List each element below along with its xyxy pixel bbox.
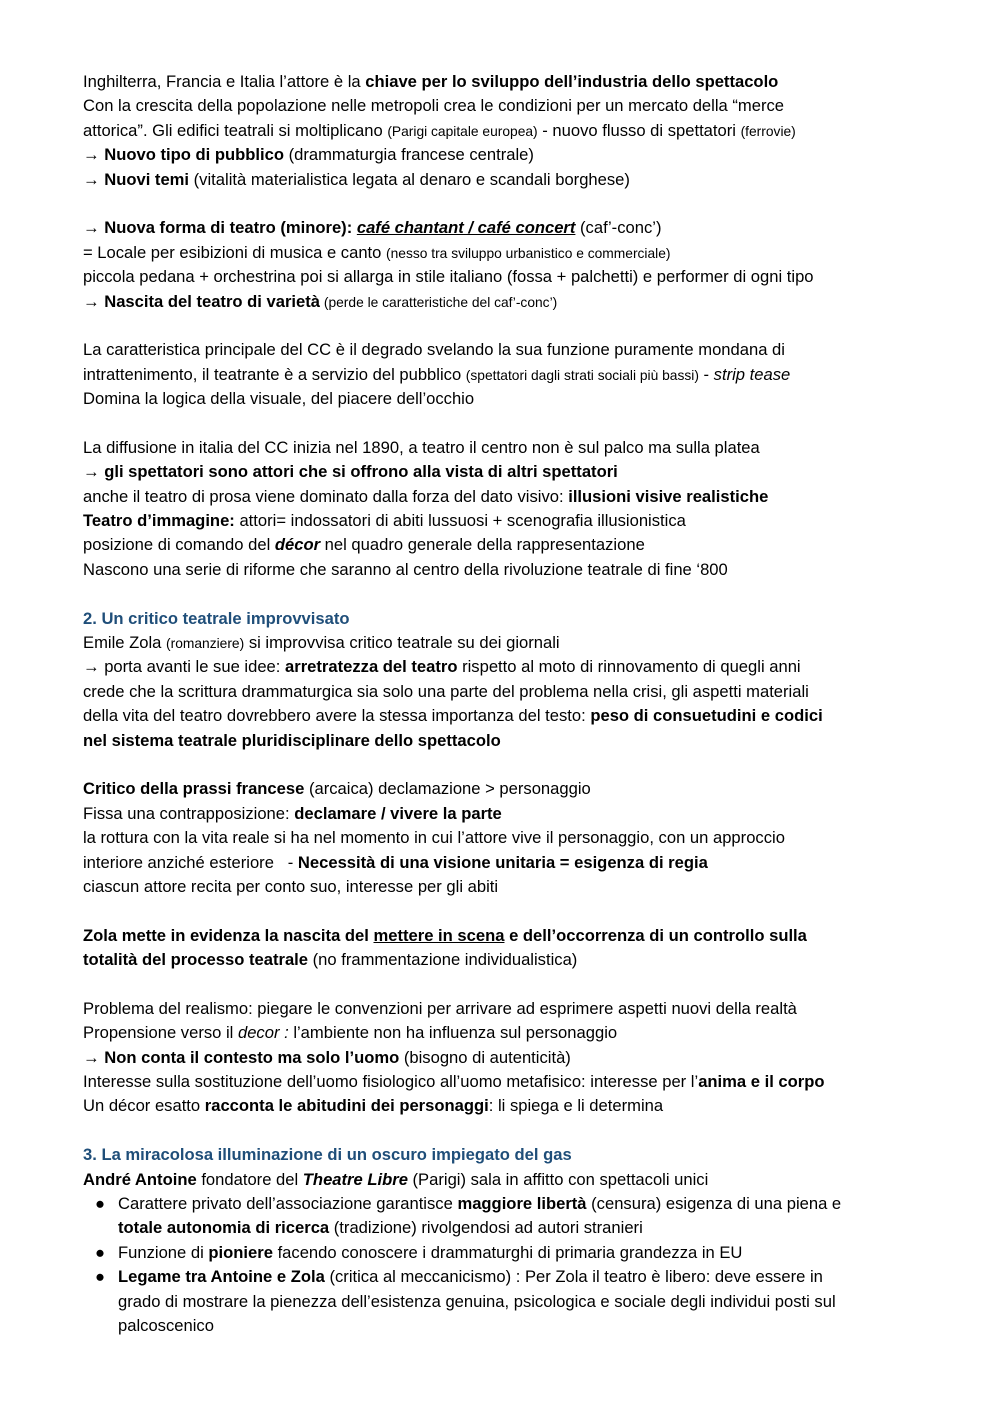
section-heading: 3. La miracolosa illuminazione di un oscuro impiegato del gas [83, 1145, 572, 1165]
text-line: Carattere privato dell’associazione garantisce maggiore libertà (censura) esigenza di una piena e [118, 1193, 842, 1213]
spacer [83, 972, 943, 996]
bullet-icon: ● [95, 1267, 106, 1287]
text-line: Interesse sulla sostituzione dell’uomo fisiologico all’uomo metafisico: interesse per l’anima e il corpo [83, 1072, 825, 1092]
text-line: attorica”. Gli edifici teatrali si moltiplicano (Parigi capitale europea) - nuovo flusso di spettatori (ferrovie) [83, 120, 796, 140]
text-line: Con la crescita della popolazione nelle metropoli crea le condizioni per un mercato della “merce [83, 96, 784, 116]
text-line: ciascun attore recita per conto suo, interesse per gli abiti [83, 876, 499, 896]
text-line: André Antoine fondatore del Theatre Libre (Parigi) sala in affitto con spettacoli unici [83, 1169, 709, 1189]
spacer [83, 899, 943, 923]
text-line: Un décor esatto racconta le abitudini dei personaggi: li spiega e li determina [83, 1096, 664, 1116]
text-line: → porta avanti le sue idee: arretratezza del teatro rispetto al moto di rinnovamento di quegli anni [83, 657, 801, 677]
spacer [83, 411, 943, 435]
text-line: Legame tra Antoine e Zola (critica al meccanicismo) : Per Zola il teatro è libero: deve essere in [118, 1267, 823, 1287]
spacer [83, 753, 943, 777]
text-line: totale autonomia di ricerca (tradizione) rivolgendosi ad autori stranieri [118, 1218, 643, 1238]
text-line: La caratteristica principale del CC è il degrado svelando la sua funzione puramente mondana di [83, 340, 785, 360]
text-line: totalità del processo teatrale (no frammentazione individualistica) [83, 950, 578, 970]
spacer [83, 582, 943, 606]
text-line: → Nascita del teatro di varietà (perde le caratteristiche del caf’-conc’) [83, 291, 558, 311]
text-line: crede che la scrittura drammaturgica sia solo una parte del problema nella crisi, gli aspetti materiali [83, 681, 809, 701]
text-line: → Nuovo tipo di pubblico (drammaturgia francese centrale) [83, 145, 534, 165]
list-item [83, 1192, 943, 1241]
text-line: Propensione verso il decor : l’ambiente non ha influenza sul personaggio [83, 1023, 618, 1043]
document-page [83, 70, 943, 1338]
text-line: Problema del realismo: piegare le convenzioni per arrivare ad esprimere aspetti nuovi della realtà [83, 998, 797, 1018]
spacer [83, 314, 943, 338]
bullet-icon: ● [95, 1242, 106, 1262]
list-item [83, 1265, 943, 1338]
text-line: Inghilterra, Francia e Italia l’attore è la chiave per lo sviluppo dell’industria dello spettacolo [83, 72, 779, 91]
text-line: → Nuovi temi (vitalità materialistica legata al denaro e scandali borghese) [83, 169, 630, 189]
text-line: grado di mostrare la pienezza dell’esistenza genuina, psicologica e sociale degli individui posti sul [118, 1291, 836, 1311]
text-line: la rottura con la vita reale si ha nel momento in cui l’attore vive il personaggio, con un approccio [83, 828, 785, 848]
text-line: La diffusione in italia del CC inizia nel 1890, a teatro il centro non è sul palco ma sulla platea [83, 437, 760, 457]
text-line: Nascono una serie di riforme che saranno al centro della rivoluzione teatrale di fine ‘800 [83, 559, 728, 579]
text-line: nel sistema teatrale pluridisciplinare dello spettacolo [83, 730, 501, 750]
list-item [83, 1241, 943, 1265]
spacer [83, 192, 943, 216]
bullet-list [83, 1192, 943, 1338]
text-line: piccola pedana + orchestrina poi si allarga in stile italiano (fossa + palchetti) e performer di ogni tipo [83, 267, 814, 287]
text-line: Emile Zola (romanziere) si improvvisa critico teatrale su dei giornali [83, 632, 560, 652]
text-line: = Locale per esibizioni di musica e canto (nesso tra sviluppo urbanistico e commerciale) [83, 242, 671, 262]
text-line: → gli spettatori sono attori che si offrono alla vista di altri spettatori [83, 462, 618, 482]
text-line: intrattenimento, il teatrante è a servizio del pubblico (spettatori dagli strati sociali più bassi) - strip tease [83, 364, 791, 384]
spacer [83, 1119, 943, 1143]
text-line: Funzione di pioniere facendo conoscere i drammaturghi di primaria grandezza in EU [118, 1242, 743, 1262]
text-line: palcoscenico [118, 1315, 214, 1335]
text-line: Critico della prassi francese (arcaica) declamazione > personaggio [83, 779, 591, 799]
text-line: Fissa una contrapposizione: declamare / vivere la parte [83, 803, 502, 823]
text-line: interiore anziché esteriore - Necessità di una visione unitaria = esigenza di regia [83, 852, 708, 872]
bullet-icon: ● [95, 1193, 106, 1213]
text-line: → Nuova forma di teatro (minore): café chantant / café concert (caf’-conc’) [83, 218, 662, 238]
text-line: Zola mette in evidenza la nascita del mettere in scena e dell’occorrenza di un controllo sulla [83, 925, 807, 945]
section-heading: 2. Un critico teatrale improvvisato [83, 608, 350, 628]
text-line: posizione di comando del décor nel quadro generale della rappresentazione [83, 535, 645, 555]
text-line: Teatro d’immagine: attori= indossatori di abiti lussuosi + scenografia illusionistica [83, 511, 686, 531]
text-line: → Non conta il contesto ma solo l’uomo (bisogno di autenticità) [83, 1047, 571, 1067]
text-line: della vita del teatro dovrebbero avere la stessa importanza del testo: peso di consuetudini e codici [83, 706, 823, 726]
text-line: anche il teatro di prosa viene dominato dalla forza del dato visivo: illusioni visive realistiche [83, 486, 769, 506]
text-line: Domina la logica della visuale, del piacere dell’occhio [83, 389, 475, 409]
